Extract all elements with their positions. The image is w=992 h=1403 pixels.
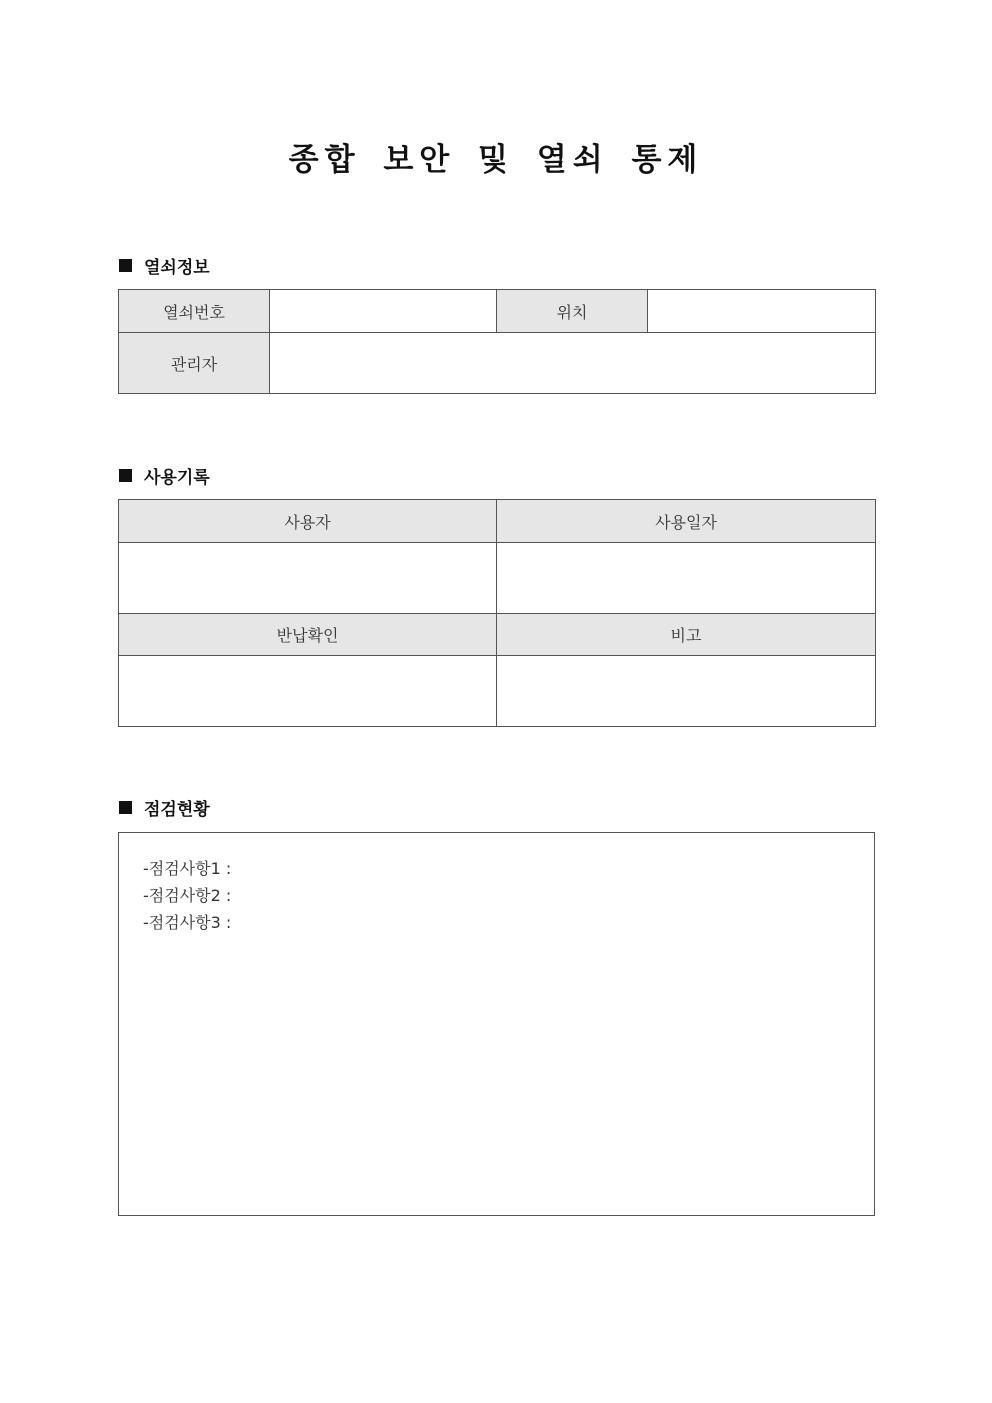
square-bullet-icon <box>119 469 132 482</box>
key-info-heading <box>119 253 210 277</box>
location-label: 위치 <box>497 290 648 333</box>
inspection-heading-text: 점검현황 <box>144 799 210 820</box>
manager-label: 관리자 <box>119 333 270 394</box>
usage-date-field[interactable] <box>497 543 876 614</box>
user-field[interactable] <box>119 543 497 614</box>
inspection-item-1: -점검사항1 : <box>143 859 232 878</box>
usage-date-label: 사용일자 <box>497 500 876 543</box>
user-label: 사용자 <box>119 500 497 543</box>
square-bullet-icon <box>119 801 132 814</box>
usage-log-value-row-1 <box>119 543 876 614</box>
return-check-field[interactable] <box>119 656 497 727</box>
square-bullet-icon <box>119 259 132 272</box>
inspection-box[interactable] <box>118 832 875 1216</box>
location-field[interactable] <box>648 290 876 333</box>
inspection-heading <box>119 795 210 819</box>
usage-log-heading-text: 사용기록 <box>144 467 210 488</box>
usage-log-value-row-2 <box>119 656 876 727</box>
document-title: 종합 보안 및 열쇠 통제 <box>288 142 704 178</box>
remarks-label: 비고 <box>497 614 876 656</box>
key-number-label: 열쇠번호 <box>119 290 270 333</box>
key-info-row-2 <box>119 333 876 394</box>
usage-log-heading <box>119 463 210 487</box>
return-check-label: 반납확인 <box>119 614 497 656</box>
inspection-item-2: -점검사항2 : <box>143 886 232 905</box>
key-info-table <box>118 289 876 394</box>
key-info-row-1 <box>119 290 876 333</box>
inspection-list <box>119 833 874 936</box>
usage-log-header-row-1 <box>119 500 876 543</box>
key-number-field[interactable] <box>270 290 497 333</box>
remarks-field[interactable] <box>497 656 876 727</box>
manager-field[interactable] <box>270 333 876 394</box>
usage-log-header-row-2 <box>119 614 876 656</box>
usage-log-table <box>118 499 876 727</box>
key-info-heading-text: 열쇠정보 <box>144 257 210 278</box>
inspection-item-3: -점검사항3 : <box>143 913 232 932</box>
